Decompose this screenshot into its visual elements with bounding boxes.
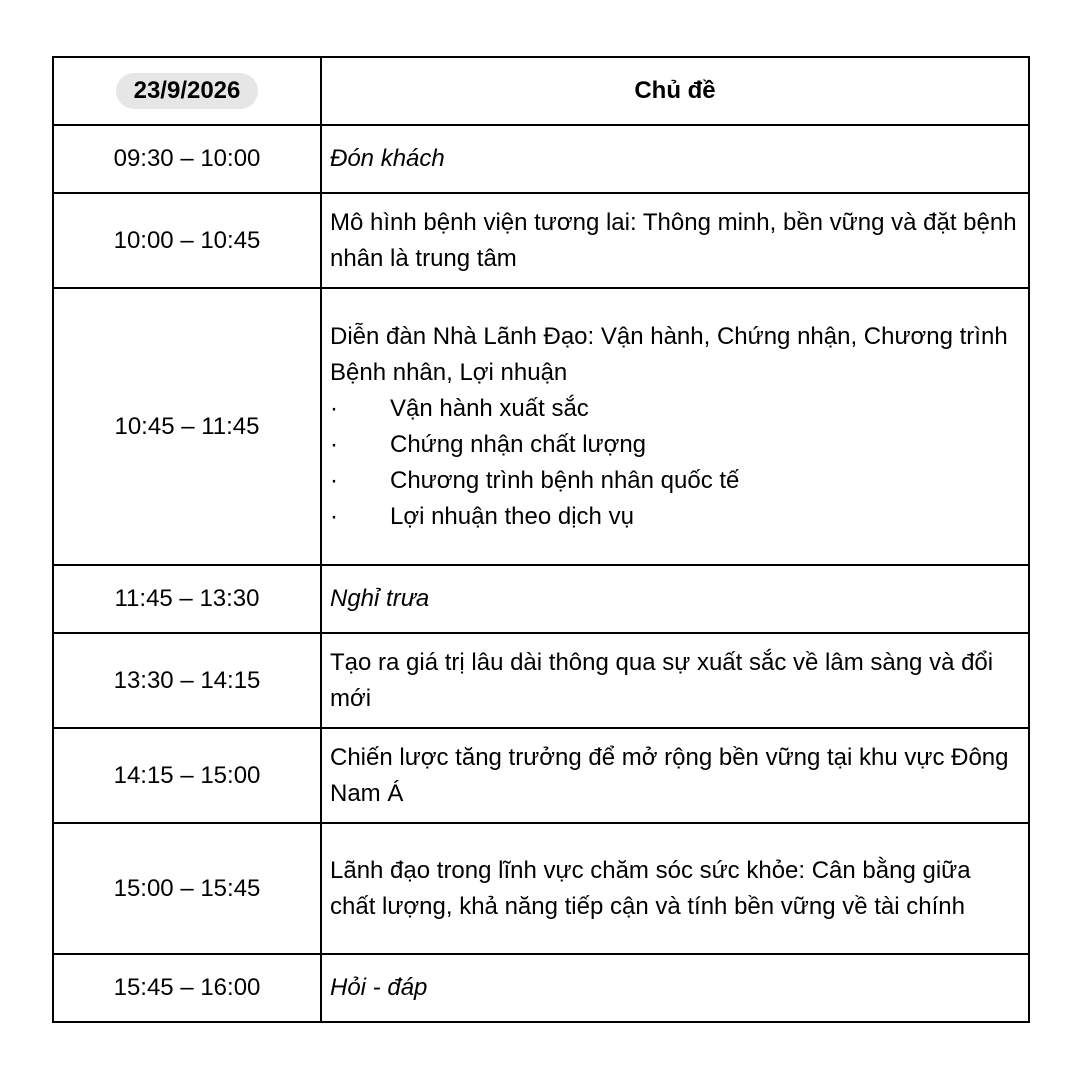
list-item-text: Vận hành xuất sắc xyxy=(390,394,589,422)
topic-cell: Chiến lược tăng trưởng để mở rộng bền vững tại khu vực Đông Nam Á xyxy=(321,728,1029,823)
bullet-icon: · xyxy=(330,394,338,422)
table-row xyxy=(53,728,1029,823)
table-row xyxy=(53,288,1029,565)
table-row xyxy=(53,193,1029,288)
list-item-text: Lợi nhuận theo dịch vụ xyxy=(390,502,634,530)
topic-text: Diễn đàn Nhà Lãnh Đạo: Vận hành, Chứng nhận, Chương trình Bệnh nhân, Lợi nhuận xyxy=(330,322,1008,386)
bullet-icon: · xyxy=(330,430,338,458)
bullet-icon: · xyxy=(330,466,338,494)
time-cell: 11:45 – 13:30 xyxy=(53,565,321,633)
table-row xyxy=(53,954,1029,1022)
time-cell: 13:30 – 14:15 xyxy=(53,633,321,728)
topic-cell: Lãnh đạo trong lĩnh vực chăm sóc sức khỏe: Cân bằng giữa chất lượng, khả năng tiếp cận và tính bền vững về tài chính xyxy=(321,823,1029,954)
date-header-cell xyxy=(53,57,321,125)
table-row xyxy=(53,823,1029,954)
table-row xyxy=(53,125,1029,193)
date-badge: 23/9/2026 xyxy=(116,73,259,109)
list-item xyxy=(330,463,1022,499)
bullet-list xyxy=(330,391,1022,535)
list-item-text: Chứng nhận chất lượng xyxy=(390,430,647,458)
time-cell: 14:15 – 15:00 xyxy=(53,728,321,823)
agenda-table xyxy=(52,56,1030,1023)
list-item xyxy=(330,499,1022,535)
time-cell: 09:30 – 10:00 xyxy=(53,125,321,193)
time-cell: 10:45 – 11:45 xyxy=(53,288,321,565)
topic-cell: Đón khách xyxy=(321,125,1029,193)
topic-header-cell: Chủ đề xyxy=(321,57,1029,125)
header-row xyxy=(53,57,1029,125)
topic-cell xyxy=(321,288,1029,565)
list-item-text: Chương trình bệnh nhân quốc tế xyxy=(390,466,740,494)
time-cell: 15:00 – 15:45 xyxy=(53,823,321,954)
topic-cell: Nghỉ trưa xyxy=(321,565,1029,633)
bullet-icon: · xyxy=(330,502,338,530)
topic-cell: Hỏi - đáp xyxy=(321,954,1029,1022)
list-item xyxy=(330,427,1022,463)
list-item xyxy=(330,391,1022,427)
time-cell: 10:00 – 10:45 xyxy=(53,193,321,288)
topic-cell: Mô hình bệnh viện tương lai: Thông minh, bền vững và đặt bệnh nhân là trung tâm xyxy=(321,193,1029,288)
table-row xyxy=(53,565,1029,633)
topic-cell: Tạo ra giá trị lâu dài thông qua sự xuất sắc về lâm sàng và đổi mới xyxy=(321,633,1029,728)
time-cell: 15:45 – 16:00 xyxy=(53,954,321,1022)
table-row xyxy=(53,633,1029,728)
